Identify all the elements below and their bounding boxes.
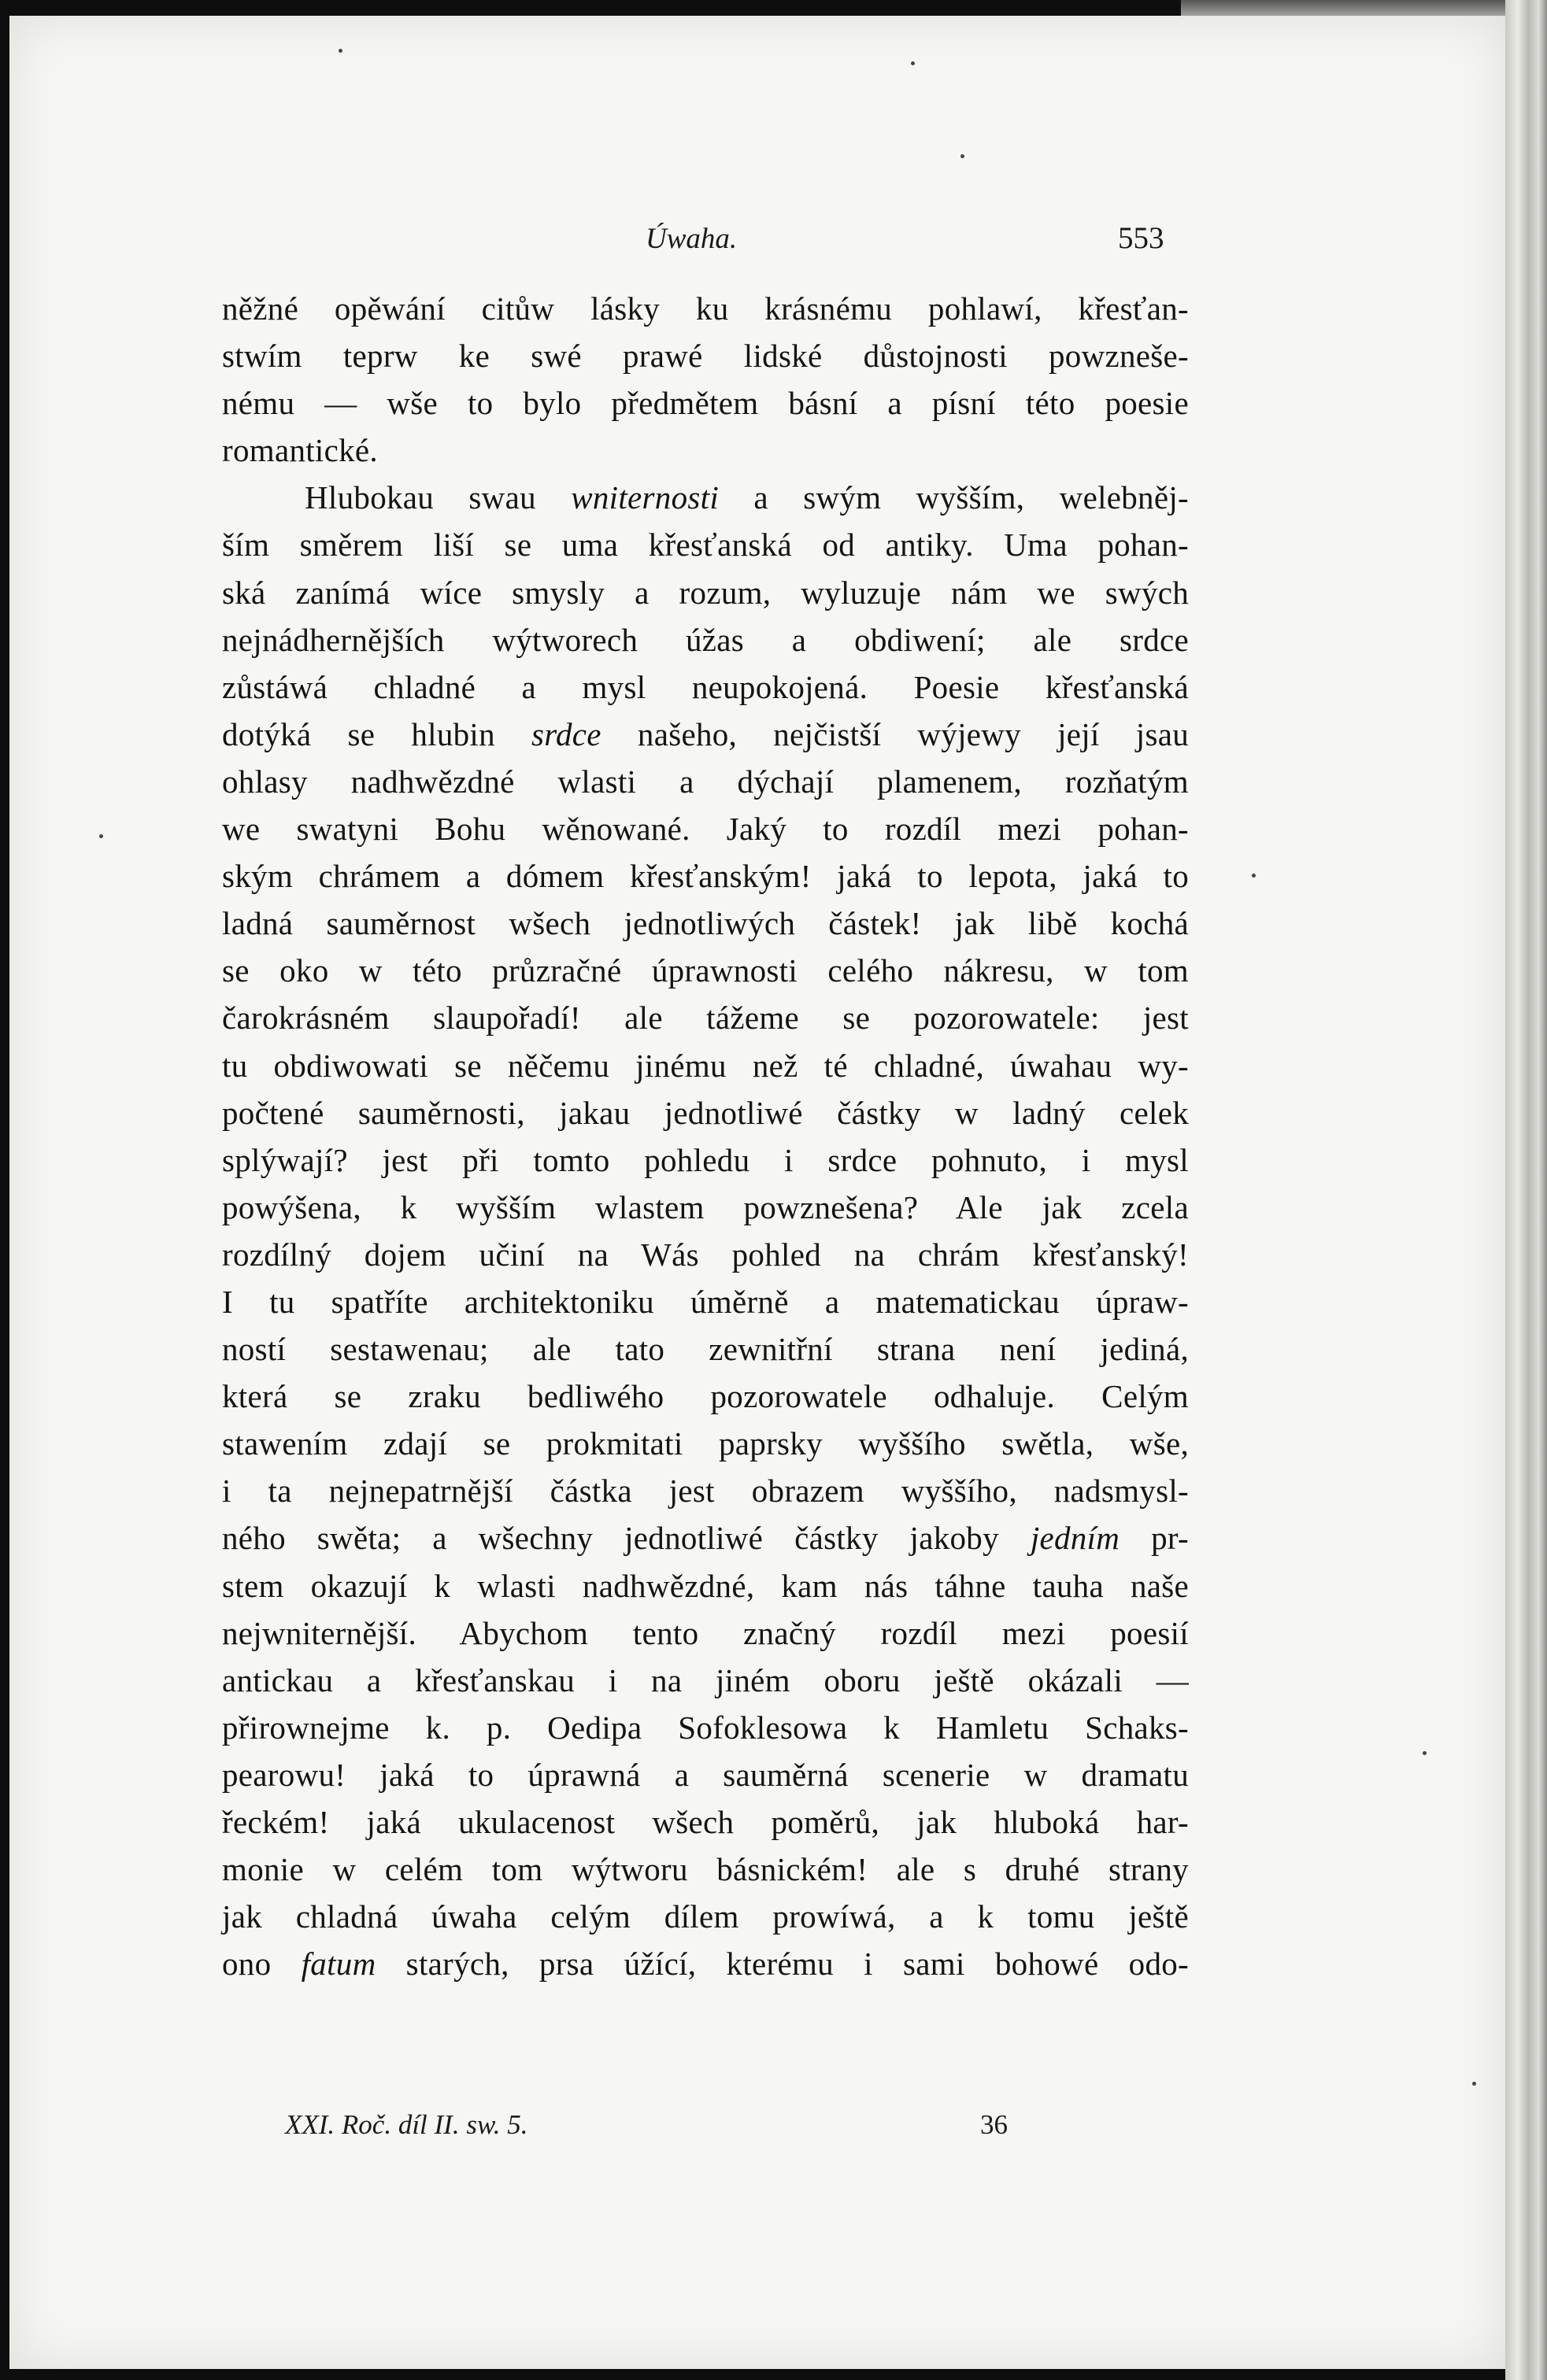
text-line-segment: antickau a křesťanskau i na jiném oboru ještě okázali — [222,1661,1189,1698]
text-line [222,947,1189,994]
text-line-segment: přirownejme k. p. Oedipa Sofoklesowa k Hamletu Schaks- [222,1709,1189,1746]
text-line-segment: we swatyni Bohu wěnowané. Jaký to rozdíl mezi pohan- [222,811,1189,848]
ink-speck [911,61,915,65]
text-line [222,663,1189,711]
text-line [222,1846,1189,1893]
text-line-segment: starých, prsa úžící, kterému i sami bohowé odo- [376,1946,1189,1983]
body-text [222,285,1189,1987]
text-line [222,711,1189,758]
text-line [222,852,1189,900]
text-line [222,1751,1189,1798]
text-line-segment: ladná sauměrnost wšech jednotliwých částek! jak libě kochá [222,905,1189,942]
text-line-segment: ného swěta; a wšechny jednotliwé částky jakoby [222,1520,1031,1557]
text-line-segment: Hlubokau swau [305,479,572,516]
text-line [222,1514,1189,1561]
text-line [222,521,1189,568]
text-line-segment: počtené sauměrnosti, jakau jednotliwé částky w ladný celek [222,1094,1189,1131]
text-line [222,1467,1189,1514]
text-line-segment: ono [222,1946,302,1983]
text-line-segment: řeckém! jaká ukulacenost wšech poměrů, jak hluboká har- [222,1804,1189,1840]
text-line [222,994,1189,1041]
text-line [222,1420,1189,1467]
text-line [222,427,1189,474]
text-line [222,1798,1189,1846]
text-line-segment: dotýká se hlubin [222,715,532,752]
text-line-segment: monie w celém tom wýtworu básnickém! ale s druhé strany [222,1851,1189,1888]
text-line-segment: nému — wše to bylo předmětem básní a písní této poesie [222,385,1189,422]
text-line [222,1657,1189,1704]
text-line-segment: romantické. [222,432,378,469]
page-edge-top [1181,0,1547,17]
text-line-segment: rozdílný dojem učiní na Wás pohled na chrám křesťanský! [222,1236,1189,1273]
text-line-segment: stwím teprw ke swé prawé lidské důstojnosti powzneše- [222,338,1189,375]
text-line-segment: stem okazují k wlasti nadhwězdné, kam nás táhne tauha naše [222,1567,1189,1604]
page-number: 553 [1118,221,1164,255]
ink-speck [339,49,342,53]
text-line-segment: i ta nejnepatrnější částka jest obrazem wyššího, nadsmysl- [222,1473,1189,1510]
text-line [222,1278,1189,1325]
italic-emphasis: wniternosti [571,479,720,516]
text-line-segment: jak chladná úwaha celým dílem prowíwá, a k tomu ještě [222,1898,1189,1935]
text-line-segment: ším směrem liší se uma křesťanská od antiky. Uma pohan- [222,527,1189,564]
printer-signature: XXI. Roč. díl II. sw. 5. [285,2109,528,2140]
text-line-segment: zůstáwá chladné a mysl neupokojená. Poesie křesťanská [222,668,1189,705]
italic-emphasis: srdce [531,715,601,752]
text-line-segment: ností sestawenau; ale tato zewnitřní strana není jediná, [222,1331,1189,1368]
text-line [222,1089,1189,1136]
text-line [222,474,1189,521]
text-line-segment: splýwají? jest při tomto pohledu i srdce pohnuto, i mysl [222,1141,1189,1178]
text-line-segment: čarokrásném slaupořadí! ale tážeme se pozorowatele: jest [222,1000,1189,1037]
ink-speck [960,154,964,158]
text-line-segment: pr- [1120,1520,1189,1557]
text-line-segment: ským chrámem a dómem křesťanským! jaká to lepota, jaká to [222,858,1189,895]
text-line [222,616,1189,663]
text-line-segment: něžné opěwání citůw lásky ku krásnému pohlawí, křesťan- [222,290,1189,327]
text-line [222,332,1189,379]
text-line [222,1184,1189,1231]
ink-speck [1423,1751,1427,1755]
text-line [222,379,1189,427]
ink-speck [99,834,103,838]
text-line [222,1373,1189,1420]
running-title: Úwaha. [646,223,738,255]
ink-speck [1252,874,1256,878]
text-line [222,1609,1189,1657]
text-line [222,1325,1189,1373]
italic-emphasis: fatum [301,1946,376,1983]
text-line-segment: pearowu! jaká to úprawná a sauměrná scenerie w dramatu [222,1756,1189,1793]
italic-emphasis: jedním [1030,1520,1120,1557]
text-line-segment: našeho, nejčistší wýjewy její jsau [601,715,1189,752]
text-line-segment: powýšena, k wyšším wlastem powznešena? Ale jak zcela [222,1188,1189,1225]
text-line [222,1704,1189,1751]
text-line-segment: ohlasy nadhwězdné wlasti a dýchají plamenem, rozňatým [222,763,1189,800]
text-line-segment: tu obdiwowati se něčemu jinému než té chladné, úwahau wy- [222,1047,1189,1084]
text-line [222,1042,1189,1089]
text-line-segment: která se zraku bedliwého pozorowatele odhaluje. Celým [222,1378,1189,1415]
ink-speck [1472,2082,1476,2086]
text-line [222,1231,1189,1278]
text-line [222,805,1189,852]
text-line-segment: a swým wyšším, welebněj- [719,479,1189,516]
text-line [222,1893,1189,1940]
text-line [222,900,1189,947]
text-line-segment: nejwniternější. Abychom tento značný rozdíl mezi poesií [222,1614,1189,1651]
text-line-segment: ská zanímá wíce smysly a rozum, wyluzuje nám we swých [222,574,1189,611]
text-line [222,1940,1189,1987]
sheet-number: 36 [980,2109,1008,2140]
text-line-segment: I tu spatříte architektoniku úměrně a matematickau úpraw- [222,1283,1189,1320]
text-line [222,758,1189,805]
text-line [222,1136,1189,1184]
text-line-segment: se oko w této průzračné úprawnosti celého nákresu, w tom [222,952,1189,989]
page-edge [1505,0,1547,2380]
text-line [222,285,1189,332]
text-line [222,1562,1189,1609]
text-line-segment: nejnádhernějších wýtworech úžas a obdiwení; ale srdce [222,621,1189,658]
text-line-segment: stawením zdají se prokmitati paprsky wyššího swětla, wše, [222,1425,1189,1462]
text-line [222,569,1189,616]
